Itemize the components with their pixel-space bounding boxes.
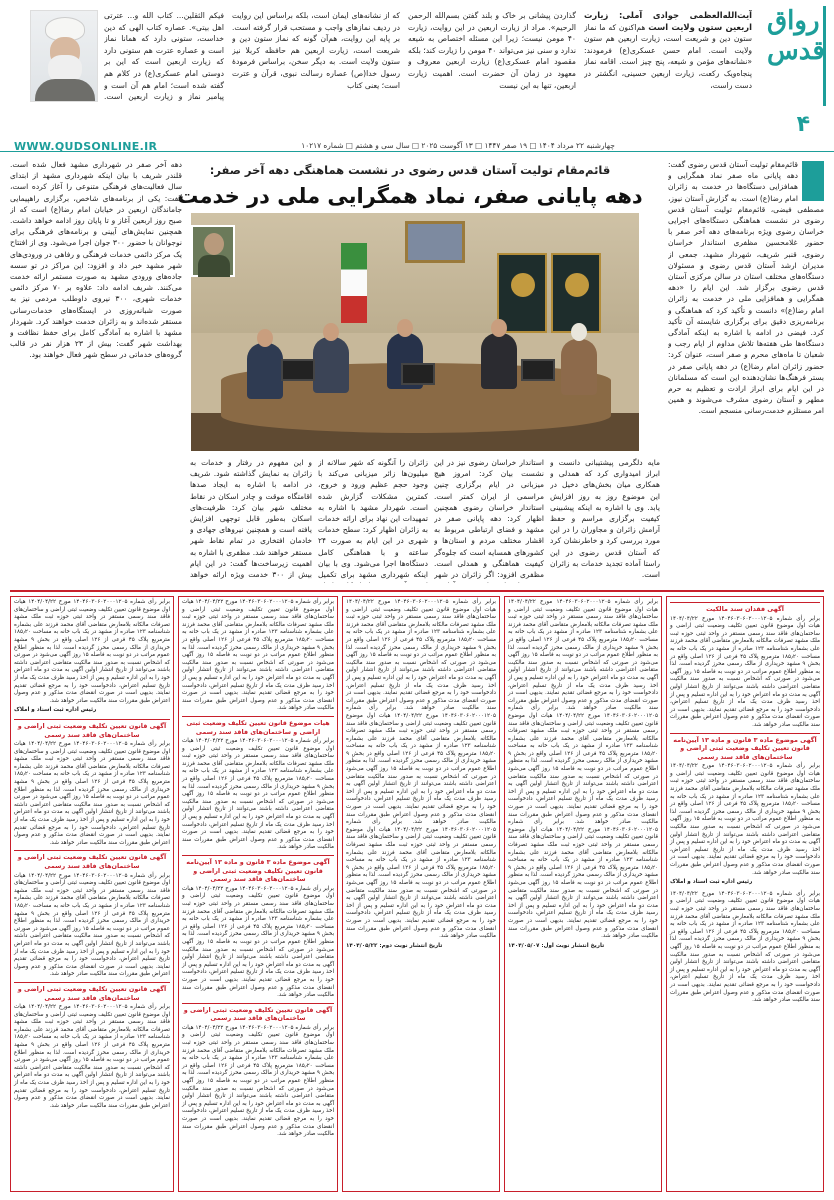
- dateline: چهارشنبه ۲۲ مرداد ۱۴۰۴ □ ۱۹ صفر ۱۴۴۷ □ ۱۳ آگوست ۲۰۲۵ □ سال سی و هشتم □ شماره ۱۰۲۱۷: [301, 141, 615, 150]
- story-column-far-left: [10, 159, 182, 583]
- inset-portrait: [191, 225, 235, 277]
- story-text-mid-right: مایه دلگرمی پیشتیبانی دانست و ابراز امیدواری کرد که همدلی و همکاری میان بخش‌های دخیل در این موضوع روز به روز افزایش یابد. وی با اشاره به اینکه پیشبینی کیفیت برگزاری مراسم و حفظ آرامش زائران و مجاوران را در این مورد بررسی کرد و خاطرنشان کرد که آستان قدس رضوی در این راستا آماده تجدید خدمات به زائران است.: [550, 458, 660, 580]
- meeting-photo: [191, 213, 639, 451]
- story-text-far-left: دهه آخر صفر در شهرداری مشهد فعال شده است. قلندر شریف با بیان اینکه شهرداری مشهد از ابتدای سال فعالیت‌های فرهنگی متنوعی را آغاز کرده است، گفت: یکی از برنامه‌های شاخص، برگزاری راهپیمایی جاماندگان اربعین در خیابان امام رضا(ع) است که از صبح روز اربعین آغاز و تا پایان روز ادامه خواهد داشت. همچنین نمایش‌های آیینی و برنامه‌های فرهنگی برای نوجوانان با حضور ۳۰۰ جوان اجرا می‌شود. وی از افتتاح یک مرکز دائمی خدمات فرهنگی و رفاهی در ورودی‌های شهر مشهد خبر داد و افزود: این مراکز در تو سسه جاده‌های ورودی مشهد به صورت مستمر ارائه خدمت می‌کنند. شریف ادامه داد: علاوه بر ۷۰ مرکز دائمی خدمات شهری، ۳۰۰ نیروی داوطلب مردمی نیز به صورت شبانه‌روزی در ایستگاه‌های خدمات‌رسانی مستقر شده‌اند و به زائران خدمت خواهند کرد. شهردار مشهد با اشاره به آمادگی کامل برای حفظ نظافت و بهداشت شهر گفت: بیش از ۲۳ هزار نفر در قالب گروه‌های خدماتی در سطح شهر فعال خواهند بود.: [10, 160, 182, 360]
- logo-text: رواق قدس: [767, 6, 825, 66]
- notice-body: برابر رأی شماره ۱۴۰۴۶۰۳۰۶۰۲۰۰۰۱۲۰۵ مورخ ۱۴۰۴/۰۴/۲۲ هیات اول موضوع قانون تعیین تکلیف وضعیت ثبتی اراضی و ساختمان‌های فاقد سند رسمی مستقر در واحد ثبتی حوزه ثبت ملک مشهد تصرفات مالکانه بلامعارض متقاضی آقای محمد فرزند علی بشماره شناسنامه ۱۲۳ صادره از مشهد در یک باب خانه به مساحت ۱۸۵٫۲۰ مترمربع پلاک ۴۵ فرعی از ۱۲۶ اصلی واقع در بخش ۹ مشهد خریداری از مالک رسمی محرز گردیده است. لذا به منظور اطلاع عموم مراتب در دو نوبت به فاصله ۱۵ روز آگهی می‌شود در صورتی که اشخاص نسبت به صدور سند مالکیت متقاضی اعتراضی داشته باشند می‌توانند از تاریخ انتشار اولین آگهی به مدت دو ماه اعتراض خود را به این اداره تسلیم و پس از اخذ رسید ظرف مدت یک ماه از تاریخ تسلیم اعتراض، دادخواست خود را به مرجع قضائی تقدیم نمایند. بدیهی است در صورت انقضای مدت مذکور و عدم وصول اعتراض طبق مقررات سند مالکیت صادر خواهد شد.: [182, 599, 334, 712]
- cleric-portrait: [30, 10, 98, 102]
- legal-notices: [10, 596, 824, 1192]
- story-column-mid-left: [318, 457, 428, 583]
- quote-text-2: گذاردن پیشانی بر خاک و بلند گفتن بسم‌الله الرحمن الرحیم». مراد از زیارت اربعین در این روایت، زیارت ۴۰ مومن نیست؛ زیرا این مسئله اختصاص به شیعه ندارد و سنی نیز می‌تواند ۴۰ مومن را زیارت کند؛ بلکه مقصود امام عسکری(ع) زیارت اربعین معروف و معهود در زمان آن حضرت است. اهمیت زیارت اربعین، تنها به این نیست: [408, 11, 576, 90]
- quote-column-3: [232, 10, 400, 102]
- quote-column-1: [584, 10, 752, 102]
- notice-title: آگهی موضوع ماده ۳ قانون و ماده ۱۳ آیین‌نامه قانون تعیین تکلیف وضعیت ثبتی اراضی و ساختمان‌های فاقد سند رسمی: [182, 855, 334, 884]
- notice-body: برابر رأی شماره ۱۴۰۴۶۰۳۰۶۰۲۰۰۰۱۲۰۵ مورخ ۱۴۰۴/۰۴/۲۲ هیات اول موضوع قانون تعیین تکلیف وضعیت ثبتی اراضی و ساختمان‌های فاقد سند رسمی مستقر در واحد ثبتی حوزه ثبت ملک مشهد تصرفات مالکانه بلامعارض متقاضی آقای محمد فرزند علی بشماره شناسنامه ۱۲۳ صادره از مشهد در یک باب خانه به مساحت ۱۸۵٫۲۰ مترمربع پلاک ۴۵ فرعی از ۱۲۶ اصلی واقع در بخش ۹ مشهد خریداری از مالک رسمی محرز گردیده است. لذا به منظور اطلاع عموم مراتب در دو نوبت به فاصله ۱۵ روز آگهی می‌شود در صورتی که اشخاص نسبت به صدور سند مالکیت متقاضی اعتراضی داشته باشند می‌توانند از تاریخ انتشار اولین آگهی به مدت دو ماه اعتراض خود را به این اداره تسلیم و پس از اخذ رسید ظرف مدت یک ماه از تاریخ تسلیم اعتراض، دادخواست خود را به مرجع قضائی تقدیم نمایند. بدیهی است در صورت انقضای مدت مذکور و عدم وصول اعتراض طبق مقررات سند مالکیت صادر خواهد شد.: [346, 705, 497, 826]
- notice-body: برابر رأی شماره ۱۴۰۴۶۰۳۰۶۰۲۰۰۰۱۲۰۵ مورخ ۱۴۰۴/۰۴/۲۲ هیات اول موضوع قانون تعیین تکلیف وضعیت ثبتی اراضی و ساختمان‌های فاقد سند رسمی مستقر در واحد ثبتی حوزه ثبت ملک مشهد تصرفات مالکانه بلامعارض متقاضی آقای محمد فرزند علی بشماره شناسنامه ۱۲۳ صادره از مشهد در یک باب خانه به مساحت ۱۸۵٫۲۰ مترمربع پلاک ۴۵ فرعی از ۱۲۶ اصلی واقع در بخش ۹ مشهد خریداری از مالک رسمی محرز گردیده است. لذا به منظور اطلاع عموم مراتب در دو نوبت به فاصله ۱۵ روز آگهی می‌شود در صورتی که اشخاص نسبت به صدور سند مالکیت متقاضی اعتراضی داشته باشند می‌توانند از تاریخ انتشار اولین آگهی به مدت دو ماه اعتراض خود را به این اداره تسلیم و پس از اخذ رسید ظرف مدت یک ماه از تاریخ تسلیم اعتراض، دادخواست خود را به مرجع قضائی تقدیم نمایند. بدیهی است در صورت انقضای مدت مذکور و عدم وصول اعتراض طبق مقررات سند مالکیت صادر خواهد شد.: [182, 738, 334, 851]
- story-text-left: و این مفهوم در رفتار و خدمات به زائران به نمایش گذاشته شود. شریف در ادامه با اشاره به ایجاد صدها اقامتگاه موقت و چادر اسکان در نقاط مختلف شهر بیان کرد: ظرفیت‌های اسکان به‌طور قابل توجهی افزایش یافته است و همچنین نیروهای جهادی و خادمان افتخاری در تمام نقاط شهر مستقر خواهند شد. مظفری با اشاره به اهمیت زیرساخت‌ها گفت: در این ایام بیش از ۳۰۰ خدمت ویژه ارائه خواهد: [190, 458, 312, 580]
- quote-text-4: فیکم الثقلین... کتاب الله و... عترتی اهل بیتی». عصاره کتاب الهی که دین خداست، ستونی دارد که همانا نماز است و عصاره عترت هم ستونی دارد که زیارت اربعین است که این بر دوستی امام عسکری(ع) در کلام هم گفته شده است؛ امام هم آن است و پیامبر نماز و زیارت اربعین است.: [104, 11, 224, 102]
- dropcap: [802, 161, 824, 201]
- notice-column-1: [666, 596, 824, 1192]
- story-headline: دهه پایانی صفر، نماد همگرایی ملی در خدمت: [177, 184, 643, 208]
- notice-body: برابر رأی شماره ۱۴۰۴۶۰۳۰۶۰۲۰۰۰۱۲۰۵ مورخ ۱۴۰۴/۰۴/۲۲ هیات اول موضوع قانون تعیین تکلیف وضعیت ثبتی اراضی و ساختمان‌های فاقد سند رسمی مستقر در واحد ثبتی حوزه ثبت ملک مشهد تصرفات مالکانه بلامعارض متقاضی آقای محمد فرزند علی بشماره شناسنامه ۱۲۳ صادره از مشهد در یک باب خانه به مساحت ۱۸۵٫۲۰ مترمربع پلاک ۴۵ فرعی از ۱۲۶ اصلی واقع در بخش ۹ مشهد خریداری از مالک رسمی محرز گردیده است. لذا به منظور اطلاع عموم مراتب در دو نوبت به فاصله ۱۵ روز آگهی می‌شود در صورتی که اشخاص نسبت به صدور سند مالکیت متقاضی اعتراضی داشته باشند می‌توانند از تاریخ انتشار اولین آگهی به مدت دو ماه اعتراض خود را به این اداره تسلیم و پس از اخذ رسید ظرف مدت یک ماه از تاریخ تسلیم اعتراض، دادخواست خود را به مرجع قضائی تقدیم نمایند. بدیهی است در صورت انقضای مدت مذکور و عدم وصول اعتراض طبق مقررات سند مالکیت صادر خواهد شد.: [346, 599, 497, 712]
- quote-text-3: که از نشانه‌های ایمان است، بلکه براساس این روایت در ردیف نمازهای واجب و مستحب قرار گرفته است. بر پایه این روایت، هم‌آن گونه که نماز ستون دین و شریعت است، زیارت اربعین هم حافظه کربلا نیز ستون ولایت است. به دیگر سخن، براساس فرمودهٔ رسول خدا(ص) عصاره رسالت نبوی، قرآن و عترت است؛ یعنی کتاب: [232, 11, 400, 90]
- notice-title: آگهی موضوع ماده ۳ قانون و ماده ۱۳ آیین‌نامه قانون تعیین تکلیف وضعیت ثبتی اراضی و ساختمان‌های فاقد سند رسمی: [670, 733, 820, 762]
- notice-title: آگهی قانون تعیین تکلیف وضعیت ثبتی اراضی و ساختمان‌های فاقد سند رسمی: [14, 982, 170, 1002]
- story-kicker: قائم‌مقام تولیت آستان قدس رضوی در نشست هماهنگی دهه آخر صفر:: [209, 163, 611, 177]
- notice-body: برابر رأی شماره ۱۴۰۴۶۰۳۰۶۰۲۰۰۰۱۲۰۵ مورخ ۱۴۰۴/۰۴/۲۲ هیات اول موضوع قانون تعیین تکلیف وضعیت ثبتی اراضی و ساختمان‌های فاقد سند رسمی مستقر در واحد ثبتی حوزه ثبت ملک مشهد تصرفات مالکانه بلامعارض متقاضی آقای محمد فرزند علی بشماره شناسنامه ۱۲۳ صادره از مشهد در یک باب خانه به مساحت ۱۸۵٫۲۰ مترمربع پلاک ۴۵ فرعی از ۱۲۶ اصلی واقع در بخش ۹ مشهد خریداری از مالک رسمی محرز گردیده است. لذا به منظور اطلاع عموم مراتب در دو نوبت به فاصله ۱۵ روز آگهی می‌شود در صورتی که اشخاص نسبت به صدور سند مالکیت متقاضی اعتراضی داشته باشند می‌توانند از تاریخ انتشار اولین آگهی به مدت دو ماه اعتراض خود را به این اداره تسلیم و پس از اخذ رسید ظرف مدت یک ماه از تاریخ تسلیم اعتراض، دادخواست خود را به مرجع قضائی تقدیم نمایند. بدیهی است در صورت انقضای مدت مذکور و عدم وصول اعتراض طبق مقررات سند مالکیت صادر خواهد شد.: [670, 763, 820, 876]
- story-column-left: [190, 457, 312, 583]
- notice-publish-date: تاریخ انتشار نوبت اول: ۱۴۰۴/۰۵/۰۷: [508, 942, 605, 949]
- notice-column-2: [504, 596, 662, 1192]
- quote-title: آیت‌الله‌العظمی جوادی آملی: زیارت اربعین ستون ولایت است: [584, 10, 752, 32]
- quote-column-2: [408, 10, 576, 102]
- notice-column-4: [178, 596, 338, 1192]
- notice-title: آگهی قانون تعیین تکلیف وضعیت ثبتی اراضی و ساختمان‌های فاقد سند رسمی: [14, 850, 170, 870]
- notice-title: هیات موضوع قانون تعیین تکلیف وضعیت ثبتی اراضی و ساختمان‌های فاقد سند رسمی: [182, 716, 334, 736]
- site-url[interactable]: WWW.QUDSONLINE.IR: [14, 140, 158, 153]
- story-text-right: قائم‌مقام تولیت آستان قدس رضوی گفت: دهه پایانی ماه صفر نماد همگرایی و همافزایی دستگاه‌ها در خدمت به زائران امام رضا(ع) است. به گزارش آستان نیوز، مصطفی فیضی، قائم‌مقام تولیت آستان قدس رضوی در نشست هماهنگی دستگاه‌های اجرایی خراسان رضوی ویژه برنامه‌های دهه آخر صفر با حضور غلامحسین مظفری استاندار خراسان رضوی، قنبر شریف، شهردار مشهد، جمعی از مدیران ارشد آستان قدس رضوی و مسئولان دستگاه‌های مختلف استان در سالن مرکزی آستان قدس رضوی برگزار شد. این ایام را «دهه همگرایی و همافزایی ملی در خدمت به زائران امام رضا(ع)» دانست و تأکید کرد که هماهنگی و برنامه‌ریزی دقیق برای برگزاری شایسته آن تأکید کرد. فیضی در ادامه با اشاره به اینکه آمادگی دستگاه‌ها طی هفته‌ها تلاش مداوم از ایام رجب و شعبان تا ماه‌های محرم و صفر است، عنوان کرد: حضور زائران امام رضا(ع) در دهه پایانی صفر در بستر فرهنگ‌ها نشان‌دهنده این است که مسلمانان در این ایام برای ابراز ارادت و تعظیم به حرم مطهر و آستان رضوی مشرف می‌شوند و همین امر مستلزم خدمت‌رسانی منسجم است.: [668, 160, 824, 416]
- notice-signature: رئیس اداره ثبت اسناد و املاک: [14, 707, 97, 714]
- notice-body: برابر رأی شماره ۱۴۰۴۶۰۳۰۶۰۲۰۰۰۱۲۰۵ مورخ ۱۴۰۴/۰۴/۲۲ هیات اول موضوع قانون تعیین تکلیف وضعیت ثبتی اراضی و ساختمان‌های فاقد سند رسمی مستقر در واحد ثبتی حوزه ثبت ملک مشهد تصرفات مالکانه بلامعارض متقاضی آقای محمد فرزند علی بشماره شناسنامه ۱۲۳ صادره از مشهد در یک باب خانه به مساحت ۱۸۵٫۲۰ مترمربع پلاک ۴۵ فرعی از ۱۲۶ اصلی واقع در بخش ۹ مشهد خریداری از مالک رسمی محرز گردیده است. لذا به منظور اطلاع عموم مراتب در دو نوبت به فاصله ۱۵ روز آگهی می‌شود در صورتی که اشخاص نسبت به صدور سند مالکیت متقاضی اعتراضی داشته باشند می‌توانند از تاریخ انتشار اولین آگهی به مدت دو ماه اعتراض خود را به این اداره تسلیم و پس از اخذ رسید ظرف مدت یک ماه از تاریخ تسلیم اعتراض، دادخواست خود را به مرجع قضائی تقدیم نمایند. بدیهی است در صورت انقضای مدت مذکور و عدم وصول اعتراض طبق مقررات سند مالکیت صادر خواهد شد.: [14, 599, 171, 704]
- notice-body: برابر رأی شماره ۱۴۰۴۶۰۳۰۶۰۲۰۰۰۱۲۰۵ مورخ ۱۴۰۴/۰۴/۲۲ هیات اول موضوع قانون تعیین تکلیف وضعیت ثبتی اراضی و ساختمان‌های فاقد سند رسمی مستقر در واحد ثبتی حوزه ثبت ملک مشهد تصرفات مالکانه بلامعارض متقاضی آقای محمد فرزند علی بشماره شناسنامه ۱۲۳ صادره از مشهد در یک باب خانه به مساحت ۱۸۵٫۲۰ مترمربع پلاک ۴۵ فرعی از ۱۲۶ اصلی واقع در بخش ۹ مشهد خریداری از مالک رسمی محرز گردیده است. لذا به منظور اطلاع عموم مراتب در دو نوبت به فاصله ۱۵ روز آگهی می‌شود در صورتی که اشخاص نسبت به صدور سند مالکیت متقاضی اعتراضی داشته باشند می‌توانند از تاریخ انتشار اولین آگهی به مدت دو ماه اعتراض خود را به این اداره تسلیم و پس از اخذ رسید ظرف مدت یک ماه از تاریخ تسلیم اعتراض، دادخواست خود را به مرجع قضائی تقدیم نمایند. بدیهی است در صورت انقضای مدت مذکور و عدم وصول اعتراض طبق مقررات سند مالکیت صادر خواهد شد.: [14, 741, 171, 846]
- notice-body: برابر رأی شماره ۱۴۰۴۶۰۳۰۶۰۲۰۰۰۱۲۰۵ مورخ ۱۴۰۴/۰۴/۲۲ هیات اول موضوع قانون تعیین تکلیف وضعیت ثبتی اراضی و ساختمان‌های فاقد سند رسمی مستقر در واحد ثبتی حوزه ثبت ملک مشهد تصرفات مالکانه بلامعارض متقاضی آقای محمد فرزند علی بشماره شناسنامه ۱۲۳ صادره از مشهد در یک باب خانه به مساحت ۱۸۵٫۲۰ مترمربع پلاک ۴۵ فرعی از ۱۲۶ اصلی واقع در بخش ۹ مشهد خریداری از مالک رسمی محرز گردیده است. لذا به منظور اطلاع عموم مراتب در دو نوبت به فاصله ۱۵ روز آگهی می‌شود در صورتی که اشخاص نسبت به صدور سند مالکیت متقاضی اعتراضی داشته باشند می‌توانند از تاریخ انتشار اولین آگهی به مدت دو ماه اعتراض خود را به این اداره تسلیم و پس از اخذ رسید ظرف مدت یک ماه از تاریخ تسلیم اعتراض، دادخواست خود را به مرجع قضائی تقدیم نمایند. بدیهی است در صورت انقضای مدت مذکور و عدم وصول اعتراض طبق مقررات سند مالکیت صادر خواهد شد.: [14, 872, 171, 978]
- notice-title: آگهی فقدان سند مالکیت: [670, 602, 820, 614]
- quote-column-4: [104, 10, 224, 102]
- notice-body: برابر رأی شماره ۱۴۰۴۶۰۳۰۶۰۲۰۰۰۱۲۰۵ مورخ ۱۴۰۴/۰۴/۲۲ هیات اول موضوع قانون تعیین تکلیف وضعیت ثبتی اراضی و ساختمان‌های فاقد سند رسمی مستقر در واحد ثبتی حوزه ثبت ملک مشهد تصرفات مالکانه بلامعارض متقاضی آقای محمد فرزند علی بشماره شناسنامه ۱۲۳ صادره از مشهد در یک باب خانه به مساحت ۱۸۵٫۲۰ مترمربع پلاک ۴۵ فرعی از ۱۲۶ اصلی واقع در بخش ۹ مشهد خریداری از مالک رسمی محرز گردیده است. لذا به منظور اطلاع عموم مراتب در دو نوبت به فاصله ۱۵ روز آگهی می‌شود در صورتی که اشخاص نسبت به صدور سند مالکیت متقاضی اعتراضی داشته باشند می‌توانند از تاریخ انتشار اولین آگهی به مدت دو ماه اعتراض خود را به این اداره تسلیم و پس از اخذ رسید ظرف مدت یک ماه از تاریخ تسلیم اعتراض، دادخواست خود را به مرجع قضائی تقدیم نمایند. بدیهی است در صورت انقضای مدت مذکور و عدم وصول اعتراض طبق مقررات سند مالکیت صادر خواهد شد.: [182, 1024, 334, 1138]
- notice-body: برابر رأی شماره ۱۴۰۴۶۰۳۰۶۰۲۰۰۰۱۲۰۵ مورخ ۱۴۰۴/۰۴/۲۲ هیات اول موضوع قانون تعیین تکلیف وضعیت ثبتی اراضی و ساختمان‌های فاقد سند رسمی مستقر در واحد ثبتی حوزه ثبت ملک مشهد تصرفات مالکانه بلامعارض متقاضی آقای محمد فرزند علی بشماره شناسنامه ۱۲۳ صادره از مشهد در یک باب خانه به مساحت ۱۸۵٫۲۰ مترمربع پلاک ۴۵ فرعی از ۱۲۶ اصلی واقع در بخش ۹ مشهد خریداری از مالک رسمی محرز گردیده است. لذا به منظور اطلاع عموم مراتب در دو نوبت به فاصله ۱۵ روز آگهی می‌شود در صورتی که اشخاص نسبت به صدور سند مالکیت متقاضی اعتراضی داشته باشند می‌توانند از تاریخ انتشار اولین آگهی به مدت دو ماه اعتراض خود را به این اداره تسلیم و پس از اخذ رسید ظرف مدت یک ماه از تاریخ تسلیم اعتراض، دادخواست خود را به مرجع قضائی تقدیم نمایند. بدیهی است در صورت انقضای مدت مذکور و عدم وصول اعتراض طبق مقررات سند مالکیت صادر خواهد شد.: [14, 1004, 171, 1109]
- story-text-mid-center: استاندار خراسان رضوی نیز در این نشست بیان کرد: امروز هیچ میزبانی در ایام برگزاری چنین مراسمی از ایران کمتر است. استاندار خراسان رضوی همچنین اظهار کرد: دهه پایانی صفر در مشهد و فضای ارتباطی مربوط به اقشار مختلف مردم و استان‌ها و کشورهای همسایه است که جلوه‌گر کیفیت هماهنگی و همدلی است. مظفری افزود: اگر زائران در شهر: [434, 458, 544, 580]
- notice-title: آگهی قانون تعیین تکلیف وضعیت ثبتی اراضی و ساختمان‌های فاقد سند رسمی: [14, 719, 170, 739]
- notice-signature: رئیس اداره ثبت اسناد و املاک: [670, 879, 753, 886]
- section-separator: [10, 590, 824, 592]
- notice-body: برابر رأی شماره ۱۴۰۴۶۰۳۰۶۰۲۰۰۰۱۲۰۵ مورخ ۱۴۰۴/۰۴/۲۲ هیات اول موضوع قانون تعیین تکلیف وضعیت ثبتی اراضی و ساختمان‌های فاقد سند رسمی مستقر در واحد ثبتی حوزه ثبت ملک مشهد تصرفات مالکانه بلامعارض متقاضی آقای محمد فرزند علی بشماره شناسنامه ۱۲۳ صادره از مشهد در یک باب خانه به مساحت ۱۸۵٫۲۰ مترمربع پلاک ۴۵ فرعی از ۱۲۶ اصلی واقع در بخش ۹ مشهد خریداری از مالک رسمی محرز گردیده است. لذا به منظور اطلاع عموم مراتب در دو نوبت به فاصله ۱۵ روز آگهی می‌شود در صورتی که اشخاص نسبت به صدور سند مالکیت متقاضی اعتراضی داشته باشند می‌توانند از تاریخ انتشار اولین آگهی به مدت دو ماه اعتراض خود را به این اداره تسلیم و پس از اخذ رسید ظرف مدت یک ماه از تاریخ تسلیم اعتراض، دادخواست خود را به مرجع قضائی تقدیم نمایند. بدیهی است در صورت انقضای مدت مذکور و عدم وصول اعتراض طبق مقررات سند مالکیت صادر خواهد شد.: [508, 819, 659, 940]
- main-story: [10, 155, 824, 585]
- story-column-right: [668, 159, 824, 583]
- notice-title: آگهی قانون تعیین تکلیف وضعیت ثبتی اراضی و ساختمان‌های فاقد سند رسمی: [182, 1003, 334, 1023]
- notice-body: برابر رأی شماره ۱۴۰۴۶۰۳۰۶۰۲۰۰۰۱۲۰۵ مورخ ۱۴۰۴/۰۴/۲۲ هیات اول موضوع قانون تعیین تکلیف وضعیت ثبتی اراضی و ساختمان‌های فاقد سند رسمی مستقر در واحد ثبتی حوزه ثبت ملک مشهد تصرفات مالکانه بلامعارض متقاضی آقای محمد فرزند علی بشماره شناسنامه ۱۲۳ صادره از مشهد در یک باب خانه به مساحت ۱۸۵٫۲۰ مترمربع پلاک ۴۵ فرعی از ۱۲۶ اصلی واقع در بخش ۹ مشهد خریداری از مالک رسمی محرز گردیده است. لذا به منظور اطلاع عموم مراتب در دو نوبت به فاصله ۱۵ روز آگهی می‌شود در صورتی که اشخاص نسبت به صدور سند مالکیت متقاضی اعتراضی داشته باشند می‌توانند از تاریخ انتشار اولین آگهی به مدت دو ماه اعتراض خود را به این اداره تسلیم و پس از اخذ رسید ظرف مدت یک ماه از تاریخ تسلیم اعتراض، دادخواست خود را به مرجع قضائی تقدیم نمایند. بدیهی است در صورت انقضای مدت مذکور و عدم وصول اعتراض طبق مقررات سند مالکیت صادر خواهد شد.: [670, 890, 820, 1004]
- notice-body: برابر رأی شماره ۱۴۰۴۶۰۳۰۶۰۲۰۰۰۱۲۰۵ مورخ ۱۴۰۴/۰۴/۲۲ هیات اول موضوع قانون تعیین تکلیف وضعیت ثبتی اراضی و ساختمان‌های فاقد سند رسمی مستقر در واحد ثبتی حوزه ثبت ملک مشهد تصرفات مالکانه بلامعارض متقاضی آقای محمد فرزند علی بشماره شناسنامه ۱۲۳ صادره از مشهد در یک باب خانه به مساحت ۱۸۵٫۲۰ مترمربع پلاک ۴۵ فرعی از ۱۲۶ اصلی واقع در بخش ۹ مشهد خریداری از مالک رسمی محرز گردیده است. لذا به منظور اطلاع عموم مراتب در دو نوبت به فاصله ۱۵ روز آگهی می‌شود در صورتی که اشخاص نسبت به صدور سند مالکیت متقاضی اعتراضی داشته باشند می‌توانند از تاریخ انتشار اولین آگهی به مدت دو ماه اعتراض خود را به این اداره تسلیم و پس از اخذ رسید ظرف مدت یک ماه از تاریخ تسلیم اعتراض، دادخواست خود را به مرجع قضائی تقدیم نمایند. بدیهی است در صورت انقضای مدت مذکور و عدم وصول اعتراض طبق مقررات سند مالکیت صادر خواهد شد.: [346, 819, 497, 940]
- story-text-mid-left: زائران را آنگونه که شهر سالانه از میلیون‌ها زائر میزبانی می‌کند با وجود حجم عظیم ورود و خروج، کمترین مشکلات گزارش شده است. شهردار مشهد با اشاره به تمهیدات این نهاد برای ارائه خدمات به زائران اظهار کرد: سطح خدمات شهری در این ایام به صورت ۲۴ ساعته و با هماهنگی کامل دستگاه‌ها اجرا می‌شود. وی با بیان اینکه شهرداری مشهد برای تکمیل: [318, 458, 428, 580]
- notice-body: برابر رأی شماره ۱۴۰۴۶۰۳۰۶۰۲۰۰۰۱۲۰۵ مورخ ۱۴۰۴/۰۴/۲۲ هیات اول موضوع قانون تعیین تکلیف وضعیت ثبتی اراضی و ساختمان‌های فاقد سند رسمی مستقر در واحد ثبتی حوزه ثبت ملک مشهد تصرفات مالکانه بلامعارض متقاضی آقای محمد فرزند علی بشماره شناسنامه ۱۲۳ صادره از مشهد در یک باب خانه به مساحت ۱۸۵٫۲۰ مترمربع پلاک ۴۵ فرعی از ۱۲۶ اصلی واقع در بخش ۹ مشهد خریداری از مالک رسمی محرز گردیده است. لذا به منظور اطلاع عموم مراتب در دو نوبت به فاصله ۱۵ روز آگهی می‌شود در صورتی که اشخاص نسبت به صدور سند مالکیت متقاضی اعتراضی داشته باشند می‌توانند از تاریخ انتشار اولین آگهی به مدت دو ماه اعتراض خود را به این اداره تسلیم و پس از اخذ رسید ظرف مدت یک ماه از تاریخ تسلیم اعتراض، دادخواست خود را به مرجع قضائی تقدیم نمایند. بدیهی است در صورت انقضای مدت مذکور و عدم وصول اعتراض طبق مقررات سند مالکیت صادر خواهد شد.: [182, 885, 334, 999]
- quote-text-1: هم‌اکنون که ما نماز ستون دین و شریعت است، زیارت اربعین هم ستون ولایت است. امام حسن عسکری(ع) فرمودند: «نشانه‌های مؤمن و شیعه، پنج چیز است. اقامه نماز پنجاه‌ویک رکعت، زیارت اربعین حسینی، انگشتر در دست راست،: [584, 22, 752, 90]
- notice-body: برابر رأی شماره ۱۴۰۴۶۰۳۰۶۰۲۰۰۰۱۲۰۵ مورخ ۱۴۰۴/۰۴/۲۲ هیات اول موضوع قانون تعیین تکلیف وضعیت ثبتی اراضی و ساختمان‌های فاقد سند رسمی مستقر در واحد ثبتی حوزه ثبت ملک مشهد تصرفات مالکانه بلامعارض متقاضی آقای محمد فرزند علی بشماره شناسنامه ۱۲۳ صادره از مشهد در یک باب خانه به مساحت ۱۸۵٫۲۰ مترمربع پلاک ۴۵ فرعی از ۱۲۶ اصلی واقع در بخش ۹ مشهد خریداری از مالک رسمی محرز گردیده است. لذا به منظور اطلاع عموم مراتب در دو نوبت به فاصله ۱۵ روز آگهی می‌شود در صورتی که اشخاص نسبت به صدور سند مالکیت متقاضی اعتراضی داشته باشند می‌توانند از تاریخ انتشار اولین آگهی به مدت دو ماه اعتراض خود را به این اداره تسلیم و پس از اخذ رسید ظرف مدت یک ماه از تاریخ تسلیم اعتراض، دادخواست خود را به مرجع قضائی تقدیم نمایند. بدیهی است در صورت انقضای مدت مذکور و عدم وصول اعتراض طبق مقررات سند مالکیت صادر خواهد شد.: [508, 705, 659, 826]
- story-column-mid-right: [550, 457, 660, 583]
- notice-body: برابر رأی شماره ۱۴۰۴۶۰۳۰۶۰۲۰۰۰۱۲۰۵ مورخ ۱۴۰۴/۰۴/۲۲ هیات اول موضوع قانون تعیین تکلیف وضعیت ثبتی اراضی و ساختمان‌های فاقد سند رسمی مستقر در واحد ثبتی حوزه ثبت ملک مشهد تصرفات مالکانه بلامعارض متقاضی آقای محمد فرزند علی بشماره شناسنامه ۱۲۳ صادره از مشهد در یک باب خانه به مساحت ۱۸۵٫۲۰ مترمربع پلاک ۴۵ فرعی از ۱۲۶ اصلی واقع در بخش ۹ مشهد خریداری از مالک رسمی محرز گردیده است. لذا به منظور اطلاع عموم مراتب در دو نوبت به فاصله ۱۵ روز آگهی می‌شود در صورتی که اشخاص نسبت به صدور سند مالکیت متقاضی اعتراضی داشته باشند می‌توانند از تاریخ انتشار اولین آگهی به مدت دو ماه اعتراض خود را به این اداره تسلیم و پس از اخذ رسید ظرف مدت یک ماه از تاریخ تسلیم اعتراض، دادخواست خود را به مرجع قضائی تقدیم نمایند. بدیهی است در صورت انقضای مدت مذکور و عدم وصول اعتراض طبق مقررات سند مالکیت صادر خواهد شد.: [670, 615, 820, 728]
- notice-column-5: [10, 596, 174, 1192]
- notice-column-3: [342, 596, 500, 1192]
- publication-logo: [766, 6, 826, 106]
- story-column-mid-center: [434, 457, 544, 583]
- notice-publish-date: تاریخ انتشار نوبت دوم: ۱۴۰۴/۰۵/۲۲: [346, 942, 443, 949]
- masthead: [0, 0, 834, 112]
- page-number: ۴: [796, 112, 810, 137]
- notice-body: برابر رأی شماره ۱۴۰۴۶۰۳۰۶۰۲۰۰۰۱۲۰۵ مورخ ۱۴۰۴/۰۴/۲۲ هیات اول موضوع قانون تعیین تکلیف وضعیت ثبتی اراضی و ساختمان‌های فاقد سند رسمی مستقر در واحد ثبتی حوزه ثبت ملک مشهد تصرفات مالکانه بلامعارض متقاضی آقای محمد فرزند علی بشماره شناسنامه ۱۲۳ صادره از مشهد در یک باب خانه به مساحت ۱۸۵٫۲۰ مترمربع پلاک ۴۵ فرعی از ۱۲۶ اصلی واقع در بخش ۹ مشهد خریداری از مالک رسمی محرز گردیده است. لذا به منظور اطلاع عموم مراتب در دو نوبت به فاصله ۱۵ روز آگهی می‌شود در صورتی که اشخاص نسبت به صدور سند مالکیت متقاضی اعتراضی داشته باشند می‌توانند از تاریخ انتشار اولین آگهی به مدت دو ماه اعتراض خود را به این اداره تسلیم و پس از اخذ رسید ظرف مدت یک ماه از تاریخ تسلیم اعتراض، دادخواست خود را به مرجع قضائی تقدیم نمایند. بدیهی است در صورت انقضای مدت مذکور و عدم وصول اعتراض طبق مقررات سند مالکیت صادر خواهد شد.: [508, 599, 659, 712]
